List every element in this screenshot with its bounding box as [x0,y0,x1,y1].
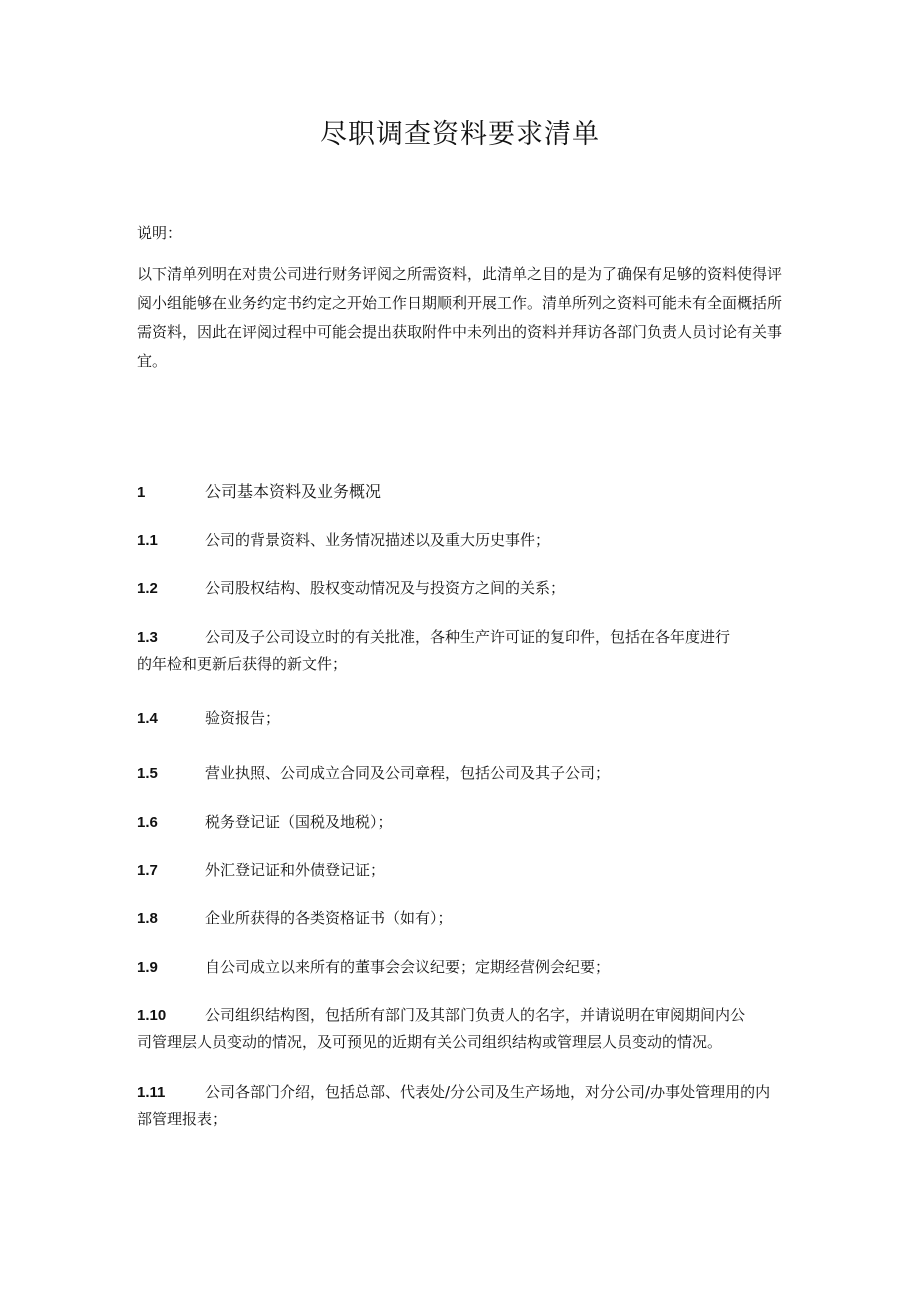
list-item [137,760,782,787]
section-number: 1 [137,484,146,501]
item-text: 公司各部门介绍，包括总部、代表处/分公司及生产场地，对分公司/办事处管理用的内部管理报表； [137,1083,771,1128]
list-item [137,857,782,884]
document-title: 尽职调查资料要求清单 [320,119,600,150]
intro-label: 说明： [137,224,183,242]
item-number: 1.3 [137,629,158,646]
item-number: 1.11 [137,1084,166,1101]
section-title: 公司基本资料及业务概况 [205,482,382,501]
list-item [137,624,737,677]
list-item [137,809,782,836]
item-text: 自公司成立以来所有的董事会会议纪要；定期经营例会纪要； [205,958,611,976]
list-item [137,1002,752,1055]
item-number: 1.7 [137,862,158,879]
item-number: 1.10 [137,1007,167,1024]
item-number: 1.4 [137,710,158,727]
item-text: 税务登记证（国税及地税）； [205,813,393,831]
item-text: 公司及子公司设立时的有关批准，各种生产许可证的复印件，包括在各年度进行的年检和更新后获得的新文件； [137,628,731,673]
item-text: 验资报告； [205,709,281,727]
item-text: 企业所获得的各类资格证书（如有）； [205,909,453,927]
item-number: 1.6 [137,814,158,831]
item-number: 1.5 [137,765,158,782]
item-text: 公司股权结构、股权变动情况及与投资方之间的关系； [205,579,566,597]
section-heading [137,479,782,506]
intro-paragraph: 以下清单列明在对贵公司进行财务评阅之所需资料，此清单之目的是为了确保有足够的资料使得评阅小组能够在业务约定书约定之开始工作日期顺利开展工作。清单所列之资料可能未有全面概括所需资料，因此在评阅过程中可能会提出获取附件中未列出的资料并拜访各部门负责人员讨论有关事宜。 [137,265,783,370]
item-number: 1.1 [137,532,158,549]
item-text: 公司组织结构图，包括所有部门及其部门负责人的名字，并请说明在审阅期间内公司管理层人员变动的情况，及可预见的近期有关公司组织结构或管理层人员变动的情况。 [137,1006,746,1051]
item-text: 公司的背景资料、业务情况描述以及重大历史事件； [205,531,551,549]
list-item [137,905,782,932]
list-item [137,575,782,602]
item-text: 营业执照、公司成立合同及公司章程，包括公司及其子公司； [205,764,611,782]
list-item [137,954,782,981]
list-item [137,527,782,554]
item-text: 外汇登记证和外债登记证； [205,861,386,879]
item-number: 1.9 [137,959,158,976]
list-item [137,1079,782,1132]
list-item [137,705,782,732]
item-number: 1.8 [137,910,158,927]
item-number: 1.2 [137,580,158,597]
